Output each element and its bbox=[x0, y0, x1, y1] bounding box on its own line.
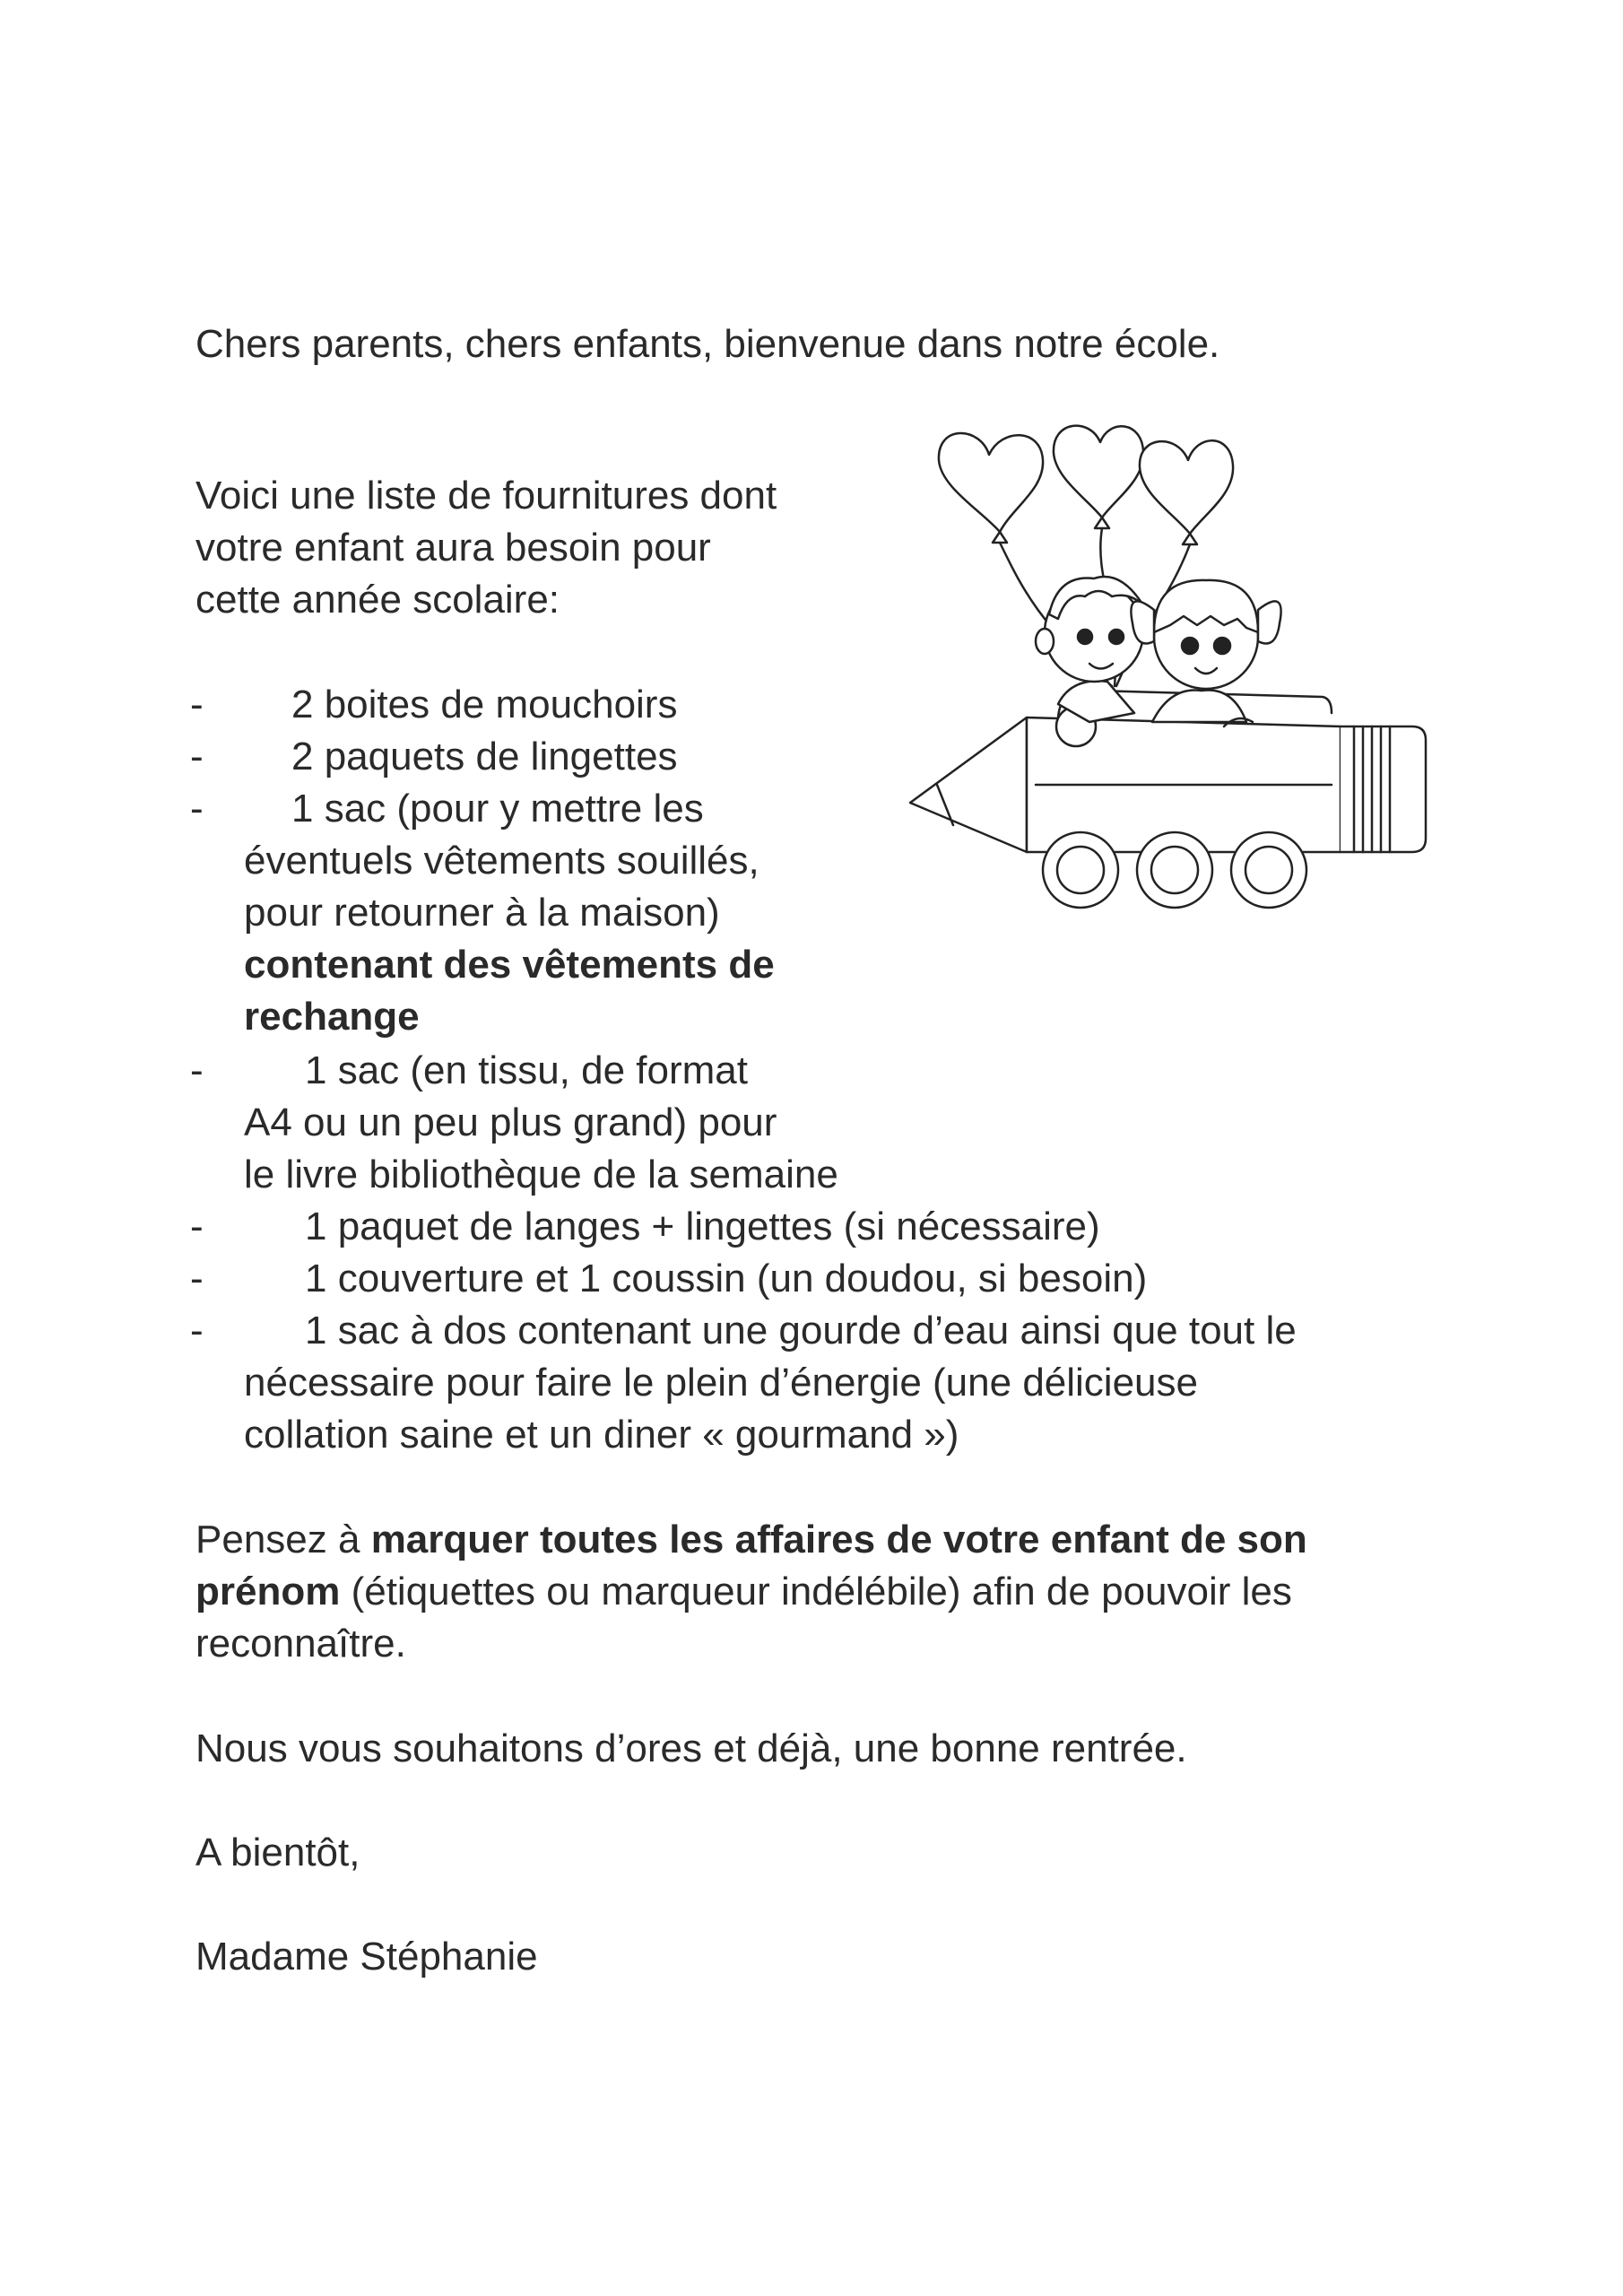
closing-text: A bientôt, bbox=[195, 1831, 360, 1874]
bullet-dash: - bbox=[190, 1257, 204, 1300]
wheels bbox=[1043, 832, 1306, 908]
list-item: 1 paquet de langes + lingettes (si nécessaire) bbox=[305, 1205, 1100, 1248]
reminder-bold: prénom bbox=[195, 1570, 341, 1613]
bullet-dash: - bbox=[190, 1048, 204, 1092]
list-item-bold-note: contenant des vêtements de bbox=[244, 943, 775, 987]
list-item: 2 boites de mouchoirs bbox=[291, 683, 678, 726]
reminder-line bbox=[195, 1566, 1292, 1618]
list-item: 1 sac (en tissu, de format bbox=[305, 1048, 748, 1092]
list-item-continuation: le livre bibliothèque de la semaine bbox=[244, 1152, 838, 1196]
list-item-bold-note: rechange bbox=[244, 995, 420, 1039]
reminder-prefix: Pensez à bbox=[195, 1518, 371, 1561]
children-pencil-car-balloons-icon bbox=[901, 417, 1439, 942]
list-item-continuation: collation saine et un diner « gourmand ») bbox=[244, 1413, 959, 1457]
reminder-line: reconnaître. bbox=[195, 1622, 406, 1665]
reminder-rest: (étiquettes ou marqueur indélébile) afin de pouvoir les bbox=[340, 1570, 1292, 1613]
bullet-dash: - bbox=[190, 1309, 204, 1352]
bullet-dash: - bbox=[190, 1205, 204, 1248]
list-item: 1 sac (pour y mettre les bbox=[291, 787, 704, 831]
reminder-line bbox=[195, 1514, 1307, 1566]
list-item: 1 couverture et 1 coussin (un doudou, si besoin) bbox=[305, 1257, 1148, 1300]
list-item-continuation: nécessaire pour faire le plein d’énergie (une délicieuse bbox=[244, 1361, 1198, 1405]
bullet-dash: - bbox=[190, 787, 204, 831]
list-item-continuation: éventuels vêtements souillés, bbox=[244, 839, 759, 883]
list-item: 1 sac à dos contenant une gourde d’eau ainsi que tout le bbox=[305, 1309, 1297, 1352]
list-item: 2 paquets de lingettes bbox=[291, 735, 678, 778]
intro-line: votre enfant aura besoin pour bbox=[195, 526, 711, 570]
wishes-text: Nous vous souhaitons d’ores et déjà, une bonne rentrée. bbox=[195, 1726, 1187, 1770]
intro-line: Voici une liste de fournitures dont bbox=[195, 474, 777, 517]
intro-line: cette année scolaire: bbox=[195, 578, 560, 622]
list-item-continuation: pour retourner à la maison) bbox=[244, 891, 720, 935]
reminder-bold: marquer toutes les affaires de votre enfant de son bbox=[370, 1518, 1307, 1561]
list-item-continuation: A4 ou un peu plus grand) pour bbox=[244, 1100, 777, 1144]
bullet-dash: - bbox=[190, 683, 204, 726]
greeting-text: Chers parents, chers enfants, bienvenue dans notre école. bbox=[195, 322, 1220, 366]
signature-text: Madame Stéphanie bbox=[195, 1935, 538, 1979]
bullet-dash: - bbox=[190, 735, 204, 778]
